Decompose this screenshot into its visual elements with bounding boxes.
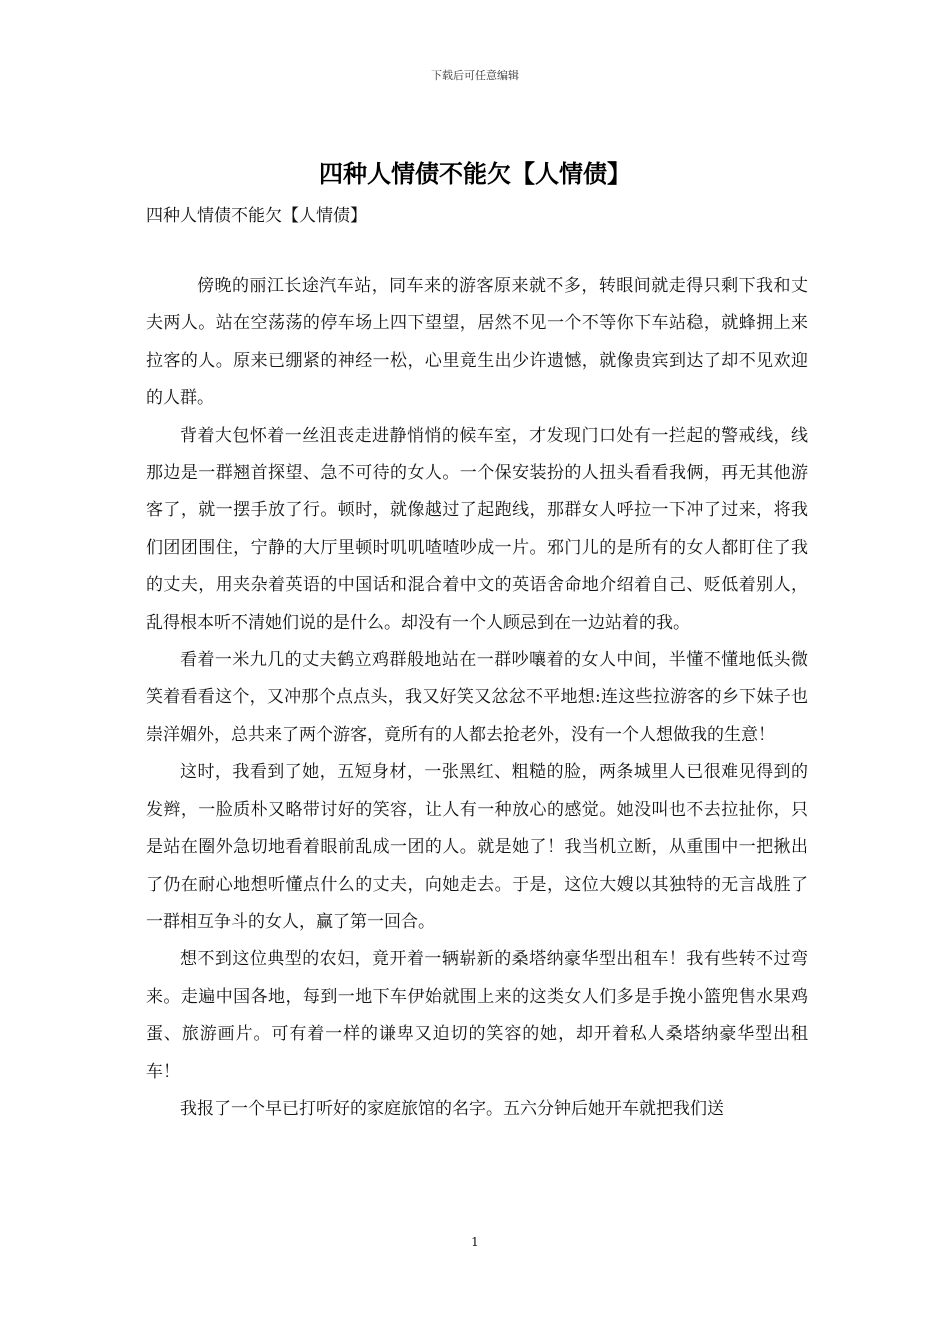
- document-title: 四种人情债不能欠【人情债】: [319, 159, 631, 188]
- paragraph-6: 我报了一个早已打听好的家庭旅馆的名字。五六分钟后她开车就把我们送: [180, 1098, 724, 1119]
- paragraph-5: 想不到这位典型的农妇，竟开着一辆崭新的桑塔纳豪华型出租车！我有些转不过弯来。走遍中国各地，每到一地下车伊始就围上来的这类女人们多是手挽小篮兜售水果鸡蛋、旅游画片。可有着一样的谦卑又迫切的笑容的她，却开着私人桑塔纳豪华型出租车！: [146, 949, 808, 1082]
- article-body: [146, 268, 808, 1128]
- paragraph-1: 傍晚的丽江长途汽车站，同车来的游客原来就不多，转眼间就走得只剩下我和丈夫两人。站在空荡荡的停车场上四下望望，居然不见一个不等你下车站稳，就蜂拥上来拉客的人。原来已绷紧的神经一松，心里竟生出少许遗憾，就像贵宾到达了却不见欢迎的人群。: [146, 276, 808, 409]
- document-subtitle: 四种人情债不能欠【人情债】: [146, 206, 367, 226]
- page-number: 1: [471, 1235, 479, 1249]
- page-header: 下载后可任意编辑: [431, 69, 519, 82]
- paragraph-3: 看着一米九几的丈夫鹤立鸡群般地站在一群吵嚷着的女人中间，半懂不懂地低头微笑着看看这个，又冲那个点点头，我又好笑又忿忿不平地想:连这些拉游客的乡下妹子也崇洋媚外，总共来了两个游客，竟所有的人都去抢老外，没有一个人想做我的生意！: [146, 650, 808, 745]
- paragraph-2: 背着大包怀着一丝沮丧走进静悄悄的候车室，才发现门口处有一拦起的警戒线，线那边是一群翘首探望、急不可待的女人。一个保安装扮的人扭头看看我俩，再无其他游客了，就一摆手放了行。顿时，就像越过了起跑线，那群女人呼拉一下冲了过来，将我们团团围住，宁静的大厅里顿时叽叽喳喳吵成一片。邪门儿的是所有的女人都盯住了我的丈夫，用夹杂着英语的中国话和混合着中文的英语舍命地介绍着自己、贬低着别人，乱得根本听不清她们说的是什么。却没有一个人顾忌到在一边站着的我。: [146, 425, 808, 633]
- paragraph-4: 这时，我看到了她，五短身材，一张黑红、粗糙的脸，两条城里人已很难见得到的发辫，一脸质朴又略带讨好的笑容，让人有一种放心的感觉。她没叫也不去拉扯你，只是站在圈外急切地看着眼前乱成一团的人。就是她了！我当机立断，从重围中一把揪出了仍在耐心地想听懂点什么的丈夫，向她走去。于是，这位大嫂以其独特的无言战胜了一群相互争斗的女人，赢了第一回合。: [146, 762, 808, 932]
